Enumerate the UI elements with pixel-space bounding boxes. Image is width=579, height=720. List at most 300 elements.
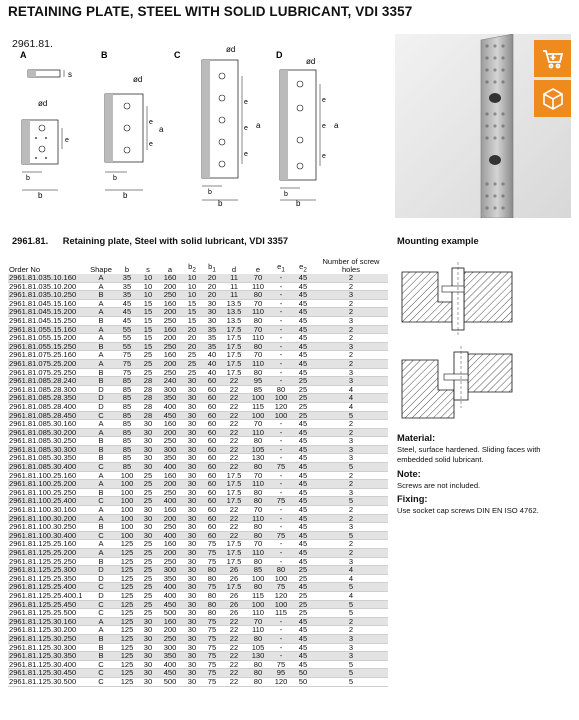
cell-a: 500 (158, 609, 182, 618)
cell-e1: - (270, 274, 292, 282)
cell-b1: 80 (202, 566, 222, 575)
cell-b1: 35 (202, 342, 222, 351)
cell-e1: - (270, 488, 292, 497)
cart-button[interactable] (534, 40, 571, 77)
cell-e: 130 (246, 652, 270, 661)
cell-b2: 30 (182, 549, 202, 558)
cell-screw-holes: 2 (314, 626, 388, 635)
cell-screw-holes: 3 (314, 445, 388, 454)
cell-shape: A (86, 428, 116, 437)
cell-e: 85 (246, 385, 270, 394)
table-row (8, 402, 388, 411)
cell-order-no: 2961.81.125.25.300 (8, 566, 86, 575)
cell-d: 22 (222, 377, 246, 386)
cell-d: 13.5 (222, 316, 246, 325)
cell-e: 70 (246, 540, 270, 549)
svg-text:a: a (159, 125, 164, 134)
col-b1: $b_1$ (208, 261, 216, 273)
table-row (8, 385, 388, 394)
cad-button[interactable] (534, 80, 571, 117)
cell-screw-holes: 2 (314, 308, 388, 317)
cell-d: 17.5 (222, 471, 246, 480)
table-row (8, 471, 388, 480)
svg-text:ød: ød (226, 45, 236, 54)
cell-b: 125 (116, 617, 138, 626)
cell-a: 160 (158, 617, 182, 626)
page-title: RETAINING PLATE, STEEL WITH SOLID LUBRICANT, VDI 3357 (8, 4, 413, 19)
cell-a: 200 (158, 480, 182, 489)
cell-b: 100 (116, 480, 138, 489)
cell-b: 100 (116, 471, 138, 480)
cell-b: 125 (116, 549, 138, 558)
drawing-shape-d (272, 48, 350, 208)
cell-e2: 45 (292, 480, 314, 489)
col-d: d (231, 265, 237, 274)
cell-e1: - (270, 316, 292, 325)
cell-e: 70 (246, 617, 270, 626)
cell-shape: A (86, 540, 116, 549)
cell-b1: 60 (202, 497, 222, 506)
cell-b1: 75 (202, 643, 222, 652)
cell-e: 70 (246, 471, 270, 480)
cell-shape: A (86, 334, 116, 343)
cell-s: 30 (138, 652, 158, 661)
cell-b2: 15 (182, 299, 202, 308)
cell-a: 200 (158, 334, 182, 343)
cell-a: 400 (158, 660, 182, 669)
cell-e2: 45 (292, 299, 314, 308)
cell-s: 25 (138, 591, 158, 600)
cell-b1: 60 (202, 471, 222, 480)
cell-e: 70 (246, 299, 270, 308)
cell-b1: 80 (202, 591, 222, 600)
cell-b: 85 (116, 454, 138, 463)
cell-e1: - (270, 480, 292, 489)
cell-b1: 80 (202, 600, 222, 609)
cell-order-no: 2961.81.100.25.160 (8, 471, 86, 480)
cell-e1: 80 (270, 385, 292, 394)
cell-d: 22 (222, 617, 246, 626)
cell-order-no: 2961.81.075.25.250 (8, 368, 86, 377)
cell-e2: 45 (292, 626, 314, 635)
cell-b1: 75 (202, 652, 222, 661)
cell-screw-holes: 2 (314, 274, 388, 282)
cell-b2: 30 (182, 600, 202, 609)
table-row (8, 643, 388, 652)
cell-e2: 25 (292, 394, 314, 403)
cell-order-no: 2961.81.085.30.250 (8, 437, 86, 446)
cell-screw-holes: 2 (314, 359, 388, 368)
cell-e2: 45 (292, 282, 314, 291)
cell-shape: B (86, 634, 116, 643)
cell-s: 30 (138, 523, 158, 532)
cell-d: 26 (222, 609, 246, 618)
cell-d: 22 (222, 445, 246, 454)
svg-text:D: D (276, 50, 283, 60)
cell-e: 110 (246, 359, 270, 368)
cell-d: 26 (222, 574, 246, 583)
cell-e1: - (270, 282, 292, 291)
table-row (8, 488, 388, 497)
cell-screw-holes: 5 (314, 497, 388, 506)
table-row (8, 342, 388, 351)
cell-a: 300 (158, 643, 182, 652)
cell-s: 25 (138, 471, 158, 480)
cell-b2: 30 (182, 497, 202, 506)
cell-b1: 75 (202, 669, 222, 678)
cell-shape: A (86, 308, 116, 317)
cell-screw-holes: 2 (314, 334, 388, 343)
cell-a: 350 (158, 574, 182, 583)
cell-s: 25 (138, 351, 158, 360)
cell-d: 22 (222, 437, 246, 446)
cell-b2: 30 (182, 514, 202, 523)
cell-b2: 30 (182, 420, 202, 429)
svg-text:e: e (322, 123, 326, 130)
cell-e1: - (270, 523, 292, 532)
cell-b: 125 (116, 574, 138, 583)
cell-b2: 30 (182, 480, 202, 489)
cell-order-no: 2961.81.100.25.200 (8, 480, 86, 489)
cell-shape: B (86, 523, 116, 532)
table-header-row (8, 255, 388, 274)
cell-order-no: 2961.81.125.30.200 (8, 626, 86, 635)
cell-shape: A (86, 471, 116, 480)
section-title-text: Retaining plate, Steel with solid lubricant, VDI 3357 (62, 236, 289, 246)
table-row (8, 617, 388, 626)
cell-e1: - (270, 334, 292, 343)
svg-text:ød: ød (306, 57, 316, 66)
cell-order-no: 2961.81.045.15.200 (8, 308, 86, 317)
cell-b: 125 (116, 652, 138, 661)
cell-order-no: 2961.81.055.15.200 (8, 334, 86, 343)
cell-d: 22 (222, 652, 246, 661)
section-code: 2961.81. (12, 236, 49, 246)
cell-screw-holes: 3 (314, 488, 388, 497)
svg-text:C: C (174, 50, 181, 60)
cell-s: 28 (138, 402, 158, 411)
cell-a: 400 (158, 463, 182, 472)
cell-s: 30 (138, 660, 158, 669)
cell-s: 30 (138, 669, 158, 678)
cell-a: 160 (158, 506, 182, 515)
cell-b1: 60 (202, 523, 222, 532)
cell-b: 100 (116, 514, 138, 523)
cell-shape: A (86, 274, 116, 282)
cell-e: 110 (246, 549, 270, 558)
col-order-no: Order No (9, 265, 41, 274)
cell-s: 25 (138, 566, 158, 575)
cell-d: 13.5 (222, 308, 246, 317)
cell-b: 125 (116, 583, 138, 592)
cell-shape: D (86, 402, 116, 411)
cell-d: 22 (222, 660, 246, 669)
cell-screw-holes: 2 (314, 617, 388, 626)
cell-order-no: 2961.81.100.25.400 (8, 497, 86, 506)
cell-screw-holes: 3 (314, 316, 388, 325)
cell-e1: - (270, 445, 292, 454)
cell-b2: 25 (182, 368, 202, 377)
col-shape: Shape (90, 265, 112, 274)
cell-e2: 45 (292, 325, 314, 334)
cell-screw-holes: 3 (314, 437, 388, 446)
cell-order-no: 2961.81.085.30.350 (8, 454, 86, 463)
cell-e2: 45 (292, 437, 314, 446)
cell-shape: C (86, 669, 116, 678)
cell-b1: 30 (202, 299, 222, 308)
cell-e: 70 (246, 506, 270, 515)
cell-shape: B (86, 557, 116, 566)
cell-order-no: 2961.81.125.30.350 (8, 652, 86, 661)
cell-screw-holes: 2 (314, 471, 388, 480)
svg-text:e: e (244, 125, 248, 132)
table-row (8, 540, 388, 549)
cell-s: 30 (138, 428, 158, 437)
cell-order-no: 2961.81.075.25.160 (8, 351, 86, 360)
cell-d: 11 (222, 274, 246, 282)
cell-b1: 60 (202, 488, 222, 497)
cell-e2: 45 (292, 368, 314, 377)
cell-b: 100 (116, 488, 138, 497)
cell-e2: 45 (292, 549, 314, 558)
cell-shape: C (86, 463, 116, 472)
cell-order-no: 2961.81.035.10.200 (8, 282, 86, 291)
cell-s: 30 (138, 643, 158, 652)
cell-e2: 45 (292, 291, 314, 300)
cell-e2: 45 (292, 463, 314, 472)
cell-b1: 75 (202, 549, 222, 558)
cell-d: 22 (222, 523, 246, 532)
cell-b1: 60 (202, 377, 222, 386)
cell-shape: C (86, 497, 116, 506)
cell-e1: 75 (270, 583, 292, 592)
cell-b1: 60 (202, 394, 222, 403)
cell-s: 30 (138, 445, 158, 454)
cell-b2: 30 (182, 660, 202, 669)
cell-a: 400 (158, 497, 182, 506)
cell-shape: B (86, 291, 116, 300)
table-row (8, 291, 388, 300)
table-row (8, 359, 388, 368)
cell-e1: 75 (270, 497, 292, 506)
table-row (8, 574, 388, 583)
table-row (8, 282, 388, 291)
cell-shape: C (86, 600, 116, 609)
cell-e: 100 (246, 411, 270, 420)
cell-b: 125 (116, 540, 138, 549)
cell-s: 25 (138, 557, 158, 566)
cell-b1: 35 (202, 334, 222, 343)
cell-shape: A (86, 617, 116, 626)
cell-b: 125 (116, 609, 138, 618)
cell-e1: 75 (270, 463, 292, 472)
cell-order-no: 2961.81.085.28.450 (8, 411, 86, 420)
cell-b2: 30 (182, 609, 202, 618)
cell-e1: - (270, 454, 292, 463)
table-row (8, 299, 388, 308)
table-row (8, 368, 388, 377)
cell-b: 85 (116, 428, 138, 437)
cell-e: 80 (246, 583, 270, 592)
cell-b: 100 (116, 531, 138, 540)
cell-b1: 30 (202, 316, 222, 325)
cell-e: 100 (246, 574, 270, 583)
svg-text:b: b (208, 189, 212, 196)
cell-b: 35 (116, 282, 138, 291)
cell-e1: - (270, 506, 292, 515)
note-heading: Note: (397, 469, 421, 479)
table-row (8, 316, 388, 325)
svg-text:a: a (256, 121, 261, 130)
cell-e1: 75 (270, 531, 292, 540)
cell-e2: 25 (292, 402, 314, 411)
svg-text:s: s (68, 70, 72, 79)
cell-a: 160 (158, 325, 182, 334)
cell-order-no: 2961.81.035.10.250 (8, 291, 86, 300)
cell-screw-holes: 4 (314, 402, 388, 411)
cell-screw-holes: 2 (314, 540, 388, 549)
cell-e2: 50 (292, 677, 314, 686)
table-row (8, 506, 388, 515)
cell-e2: 45 (292, 523, 314, 532)
cell-e1: - (270, 652, 292, 661)
cell-order-no: 2961.81.085.30.160 (8, 420, 86, 429)
fixing-text: Use socket cap screws DIN EN ISO 4762. (397, 506, 539, 515)
cell-b1: 60 (202, 420, 222, 429)
cell-b: 85 (116, 411, 138, 420)
cell-e1: - (270, 626, 292, 635)
cell-a: 400 (158, 402, 182, 411)
table-row (8, 566, 388, 575)
cell-order-no: 2961.81.100.30.160 (8, 506, 86, 515)
table-row (8, 583, 388, 592)
cell-e2: 25 (292, 600, 314, 609)
cell-screw-holes: 3 (314, 342, 388, 351)
cell-a: 250 (158, 557, 182, 566)
cell-b2: 30 (182, 617, 202, 626)
cell-shape: B (86, 454, 116, 463)
cell-b1: 60 (202, 437, 222, 446)
cell-e: 70 (246, 325, 270, 334)
cell-b2: 20 (182, 342, 202, 351)
cell-d: 22 (222, 428, 246, 437)
table-row (8, 411, 388, 420)
cell-e2: 25 (292, 574, 314, 583)
cell-shape: B (86, 377, 116, 386)
cell-b2: 30 (182, 557, 202, 566)
cell-b1: 40 (202, 351, 222, 360)
cell-b: 85 (116, 385, 138, 394)
cell-screw-holes: 5 (314, 677, 388, 686)
cell-e2: 50 (292, 669, 314, 678)
table-row (8, 274, 388, 282)
cell-order-no: 2961.81.100.30.250 (8, 523, 86, 532)
cell-a: 240 (158, 377, 182, 386)
table-row (8, 626, 388, 635)
cell-e2: 45 (292, 540, 314, 549)
cell-order-no: 2961.81.125.25.400.1 (8, 591, 86, 600)
cell-s: 15 (138, 342, 158, 351)
cell-b2: 20 (182, 334, 202, 343)
cell-screw-holes: 5 (314, 609, 388, 618)
cell-e: 70 (246, 351, 270, 360)
cell-d: 22 (222, 669, 246, 678)
cell-screw-holes: 5 (314, 600, 388, 609)
cell-e1: - (270, 377, 292, 386)
cell-s: 28 (138, 377, 158, 386)
cell-e2: 45 (292, 514, 314, 523)
cell-s: 25 (138, 574, 158, 583)
cell-b2: 20 (182, 325, 202, 334)
cell-d: 22 (222, 463, 246, 472)
cell-screw-holes: 2 (314, 514, 388, 523)
cell-order-no: 2961.81.125.30.300 (8, 643, 86, 652)
cell-e: 80 (246, 342, 270, 351)
cell-d: 26 (222, 566, 246, 575)
cell-a: 300 (158, 445, 182, 454)
cell-order-no: 2961.81.045.15.250 (8, 316, 86, 325)
cell-e1: 95 (270, 669, 292, 678)
cell-a: 500 (158, 677, 182, 686)
cell-b: 125 (116, 626, 138, 635)
cell-order-no: 2961.81.085.28.300 (8, 385, 86, 394)
material-block (397, 433, 567, 465)
cell-e1: 100 (270, 394, 292, 403)
cell-b: 100 (116, 523, 138, 532)
cell-d: 17.5 (222, 549, 246, 558)
cell-e2: 45 (292, 506, 314, 515)
cell-shape: A (86, 480, 116, 489)
cell-e1: - (270, 308, 292, 317)
cell-b: 35 (116, 291, 138, 300)
cell-b2: 30 (182, 540, 202, 549)
cell-e1: 100 (270, 411, 292, 420)
cell-screw-holes: 3 (314, 454, 388, 463)
cell-shape: A (86, 359, 116, 368)
cell-e1: - (270, 420, 292, 429)
cell-d: 22 (222, 514, 246, 523)
cell-a: 200 (158, 626, 182, 635)
spec-table (8, 255, 388, 687)
cell-a: 160 (158, 351, 182, 360)
cell-d: 22 (222, 531, 246, 540)
cell-b2: 30 (182, 377, 202, 386)
cell-a: 450 (158, 411, 182, 420)
cell-a: 200 (158, 549, 182, 558)
table-row (8, 591, 388, 600)
cell-e: 80 (246, 497, 270, 506)
table-row (8, 377, 388, 386)
cell-e: 110 (246, 282, 270, 291)
cell-b2: 30 (182, 488, 202, 497)
table-row (8, 660, 388, 669)
cell-order-no: 2961.81.085.28.400 (8, 402, 86, 411)
cell-s: 28 (138, 394, 158, 403)
cell-e1: 115 (270, 609, 292, 618)
cell-e1: - (270, 617, 292, 626)
cell-screw-holes: 2 (314, 420, 388, 429)
cell-e1: - (270, 634, 292, 643)
cell-e2: 25 (292, 566, 314, 575)
cell-e1: - (270, 540, 292, 549)
cell-d: 22 (222, 420, 246, 429)
cell-e2: 45 (292, 557, 314, 566)
cell-e: 80 (246, 660, 270, 669)
cell-s: 15 (138, 325, 158, 334)
cell-a: 160 (158, 471, 182, 480)
cell-e2: 45 (292, 471, 314, 480)
cell-order-no: 2961.81.125.25.500 (8, 609, 86, 618)
